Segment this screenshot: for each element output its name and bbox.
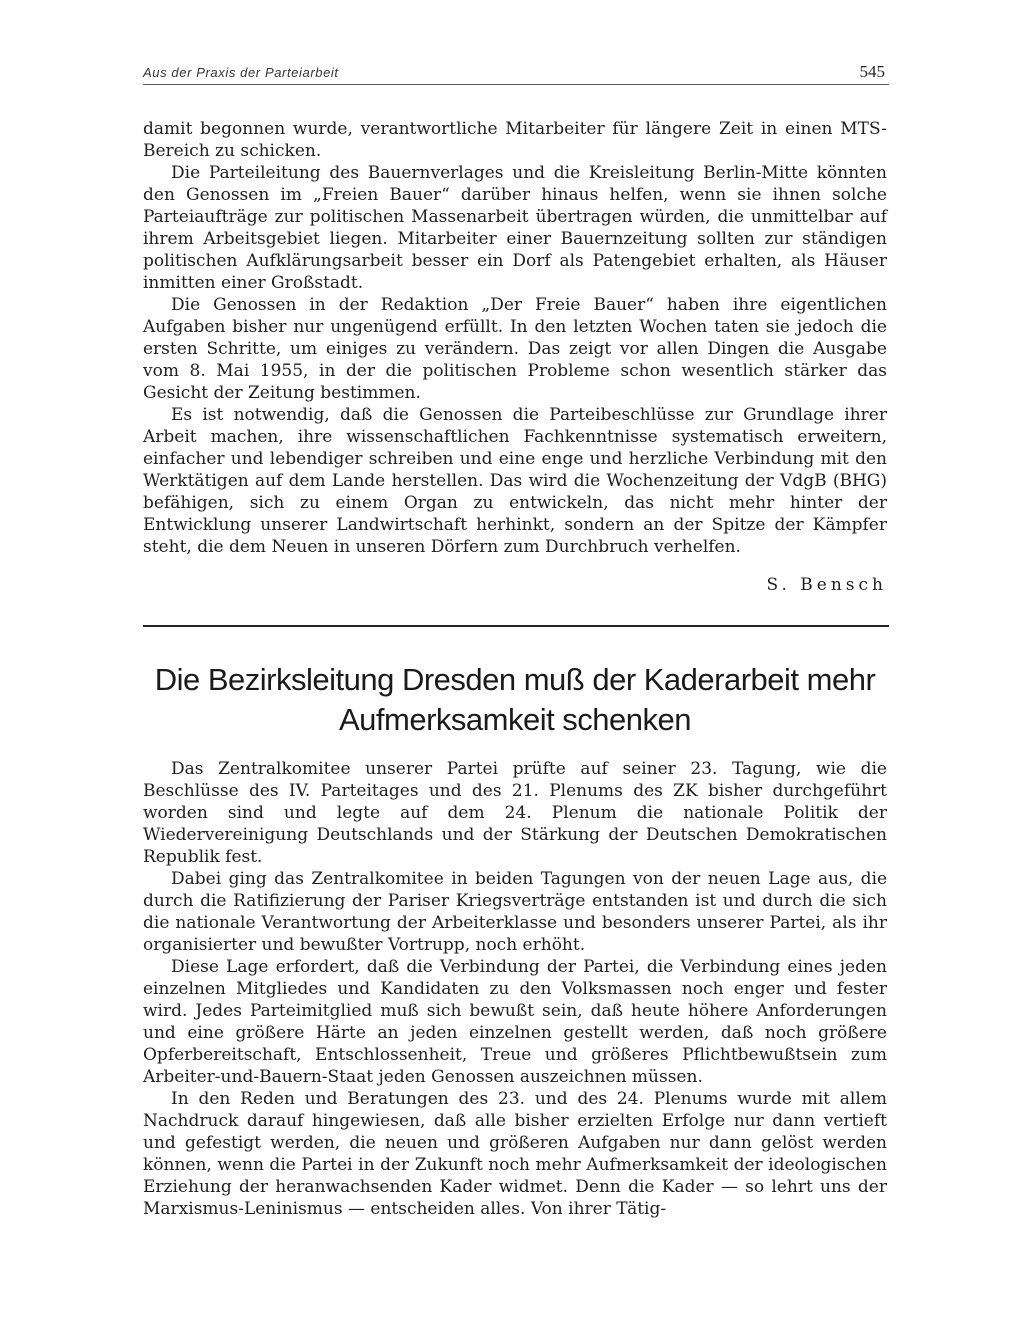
paragraph: Die Genossen in der Redaktion „Der Freie Bauer“ haben ihre eigentlichen Aufgaben bisher nur ungenügend erfüllt. In den letzten Wochen taten sie jedoch die ersten Schritte, um einiges zu verändern. Das zeigt vor allen Dingen die Ausgabe vom 8. Mai 1955, in der die politischen Probleme schon wesentlich stärker das Gesicht der Zeitung bestimmen. [143, 295, 887, 403]
paragraph: damit begonnen wurde, verantwortliche Mitarbeiter für längere Zeit in einen MTS-Bereich zu schicken. [143, 119, 887, 161]
paragraph: Es ist notwendig, daß die Genossen die Parteibeschlüsse zur Grundlage ihrer Arbeit machen, ihre wissenschaftlichen Fachkenntnisse systematisch erweitern, einfacher und lebendiger schreiben und eine enge und herzliche Verbindung mit den Werktätigen auf dem Lande herstellen. Das wird die Wochenzeitung der VdgB (BHG) befähigen, sich zu einem Organ zu entwickeln, das nicht mehr hinter der Entwicklung unserer Landwirtschaft herhinkt, sondern an der Spitze der Kämpfer steht, die dem Neuen in unseren Dörfern zum Durchbruch verhelfen. [143, 405, 887, 557]
article-continuation [143, 118, 887, 558]
running-head-title: Aus der Praxis der Parteiarbeit [143, 65, 339, 80]
article-body [143, 758, 887, 1220]
section-divider [143, 625, 889, 627]
running-header [143, 62, 889, 85]
paragraph: Die Parteileitung des Bauernverlages und die Kreisleitung Berlin-Mitte könnten den Genossen im „Freien Bauer“ darüber hinaus helfen, wenn sie ihnen solche Parteiaufträge zur politischen Massenarbeit übertragen würden, die unmittelbar auf ihrem Arbeitsgebiet liegen. Mitarbeiter einer Bauernzeitung sollten zur ständigen politischen Aufklärungsarbeit besser ein Dorf als Patengebiet erhalten, als Häuser inmitten einer Großstadt. [143, 163, 887, 293]
paragraph: In den Reden und Beratungen des 23. und des 24. Plenums wurde mit allem Nachdruck darauf hingewiesen, daß alle bisher erzielten Erfolge nur dann vertieft und gefestigt werden, die neuen und größeren Aufgaben nur dann gelöst werden können, wenn die Partei in der Zukunft noch mehr Aufmerksamkeit der ideologischen Erziehung der heranwachsenden Kader widmet. Denn die Kader — so lehrt uns der Marxismus-Leninismus — entscheiden alles. Von ihrer Tätig- [143, 1089, 887, 1219]
page-number: 545 [859, 62, 885, 81]
author-signature: S. Bensch [766, 575, 887, 595]
article-headline [100, 660, 930, 740]
headline-line-1: Die Bezirksleitung Dresden muß der Kaderarbeit mehr [154, 662, 876, 697]
paragraph: Das Zentralkomitee unserer Partei prüfte auf seiner 23. Tagung, wie die Beschlüsse des IV. Parteitages und des 21. Plenums des ZK bisher durchgeführt worden sind und legte auf dem 24. Plenum die nationale Politik der Wiedervereinigung Deutschlands und der Stärkung der Deutschen Demokratischen Republik fest. [143, 759, 887, 867]
paragraph: Dabei ging das Zentralkomitee in beiden Tagungen von der neuen Lage aus, die durch die Ratifizierung der Pariser Kriegsverträge entstanden ist und durch die sich die nationale Verantwortung der Arbeiterklasse und besonders unserer Partei, als ihr organisierter und bewußter Vortrupp, noch erhöht. [143, 869, 887, 955]
paragraph: Diese Lage erfordert, daß die Verbindung der Partei, die Verbindung eines jeden einzelnen Mitgliedes und Kandidaten zu den Volksmassen noch enger und fester wird. Jedes Parteimitglied muß sich bewußt sein, daß heute höhere Anforderungen und eine größere Härte an jeden einzelnen gestellt werden, daß noch größere Opferbereitschaft, Entschlossenheit, Treue und größeres Pflichtbewußtsein zum Arbeiter-und-Bauern-Staat jeden Genossen auszeichnen müssen. [143, 957, 887, 1087]
headline-line-2: Aufmerksamkeit schenken [338, 702, 692, 737]
